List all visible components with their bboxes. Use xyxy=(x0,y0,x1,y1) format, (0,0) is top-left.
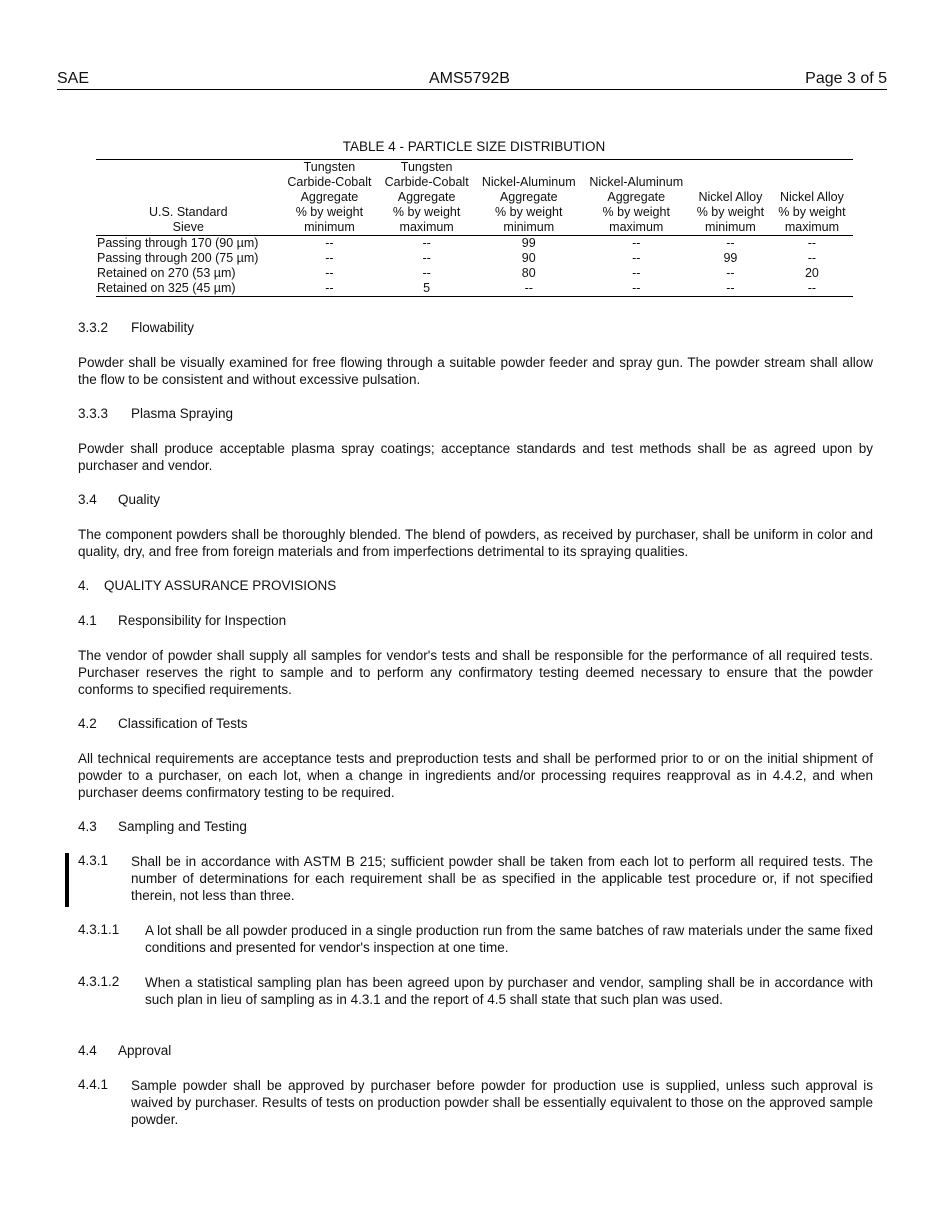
section-heading-4-4: 4.4 Approval xyxy=(78,1043,172,1058)
paragraph-flowability: Powder shall be visually examined for free flowing through a suitable powder feeder and spray gun. The powder stream shall allow the flow to be consistent and without excessive pulsation. xyxy=(78,355,873,387)
page-header xyxy=(57,69,887,90)
para-number-4-3-1: 4.3.1 xyxy=(78,853,109,868)
table-row: Passing through 200 (75 µm) -- -- 90 -- 99 -- xyxy=(97,251,817,265)
change-bar xyxy=(65,853,69,907)
col-header-nial-min: Nickel-Aluminum Aggregate % by weight minimum xyxy=(475,160,582,236)
para-number-4-3-1-2: 4.3.1.2 xyxy=(78,974,120,989)
paragraph-responsibility: The vendor of powder shall supply all samples for vendor's tests and shall be responsible for the performance of all required tests. Purchaser reserves the right to sample and to perform any confirmatory testing deemed necessary to ensure that the powder conforms to specified requirements. xyxy=(78,648,873,697)
paragraph-4-3-1: Shall be in accordance with ASTM B 215; sufficient powder shall be taken from each lot to perform all required tests. The number of determinations for each requirement shall be as specified in the applicable test procedure or, if not specified therein, not less than three. xyxy=(131,854,873,903)
paragraph-classification: All technical requirements are acceptance tests and preproduction tests and shall be performed prior to or on the initial shipment of powder to a purchaser, on each lot, when a change in ingredients and/or processing requires reapproval as in 4.4.2, and when purchaser deems confirmatory testing to be required. xyxy=(78,751,873,800)
particle-size-table xyxy=(96,159,853,297)
col-header-nial-max: Nickel-Aluminum Aggregate % by weight maximum xyxy=(583,160,690,236)
paragraph-4-3-1-2: When a statistical sampling plan has been agreed upon by purchaser and vendor, sampling shall be in accordance with such plan in lieu of sampling as in 4.3.1 and the report of 4.5 shall state that such plan was used. xyxy=(145,975,873,1007)
section-heading-3-4: 3.4 Quality xyxy=(78,492,161,507)
col-header-sieve: U.S. Standard Sieve xyxy=(96,160,281,236)
table-title: TABLE 4 - PARTICLE SIZE DISTRIBUTION xyxy=(342,139,606,154)
col-header-ni-max: Nickel Alloy % by weight maximum xyxy=(771,160,853,236)
section-heading-4-1: 4.1 Responsibility for Inspection xyxy=(78,613,287,628)
paragraph-plasma-spraying: Powder shall produce acceptable plasma spray coatings; acceptance standards and test methods shall be as agreed upon by purchaser and vendor. xyxy=(78,441,873,473)
section-heading-4-3: 4.3 Sampling and Testing xyxy=(78,819,247,834)
col-header-ni-min: Nickel Alloy % by weight minimum xyxy=(690,160,771,236)
paragraph-4-3-1-1: A lot shall be all powder produced in a single production run from the same batches of raw materials under the same fixed conditions and presented for vendor's inspection at one time. xyxy=(145,923,873,955)
paragraph-quality: The component powders shall be thoroughly blended. The blend of powders, as received by purchaser, shall be uniform in color and quality, dry, and free from foreign materials and from imperfections detrimental to its spraying qualities. xyxy=(78,527,873,559)
table-row: Retained on 325 (45 µm) -- 5 -- -- -- -- xyxy=(96,281,853,297)
para-number-4-3-1-1: 4.3.1.1 xyxy=(78,922,120,937)
section-heading-3-3-3: 3.3.3 Plasma Spraying xyxy=(78,406,234,421)
table-header-row xyxy=(96,160,853,236)
col-header-wc-max: Tungsten Carbide-Cobalt Aggregate % by weight maximum xyxy=(378,160,475,236)
header-org: SAE xyxy=(57,70,90,87)
section-heading-4: 4. QUALITY ASSURANCE PROVISIONS xyxy=(78,578,337,593)
header-doc-number: AMS5792B xyxy=(429,70,510,87)
section-heading-3-3-2: 3.3.2 Flowability xyxy=(78,320,195,335)
col-header-wc-min: Tungsten Carbide-Cobalt Aggregate % by weight minimum xyxy=(281,160,379,236)
paragraph-4-4-1: Sample powder shall be approved by purchaser before powder for production use is supplied, unless such approval is waived by purchaser. Results of tests on production powder shall be essentially equivalent to those on the approved sample powder. xyxy=(131,1078,873,1127)
table-row: Retained on 270 (53 µm) -- -- 80 -- -- 20 xyxy=(97,266,819,280)
section-heading-4-2: 4.2 Classification of Tests xyxy=(78,716,248,731)
para-number-4-4-1: 4.4.1 xyxy=(78,1077,109,1092)
header-page-number: Page 3 of 5 xyxy=(805,70,887,87)
table-row: Passing through 170 (90 µm) -- -- 99 -- -- -- xyxy=(97,236,817,250)
